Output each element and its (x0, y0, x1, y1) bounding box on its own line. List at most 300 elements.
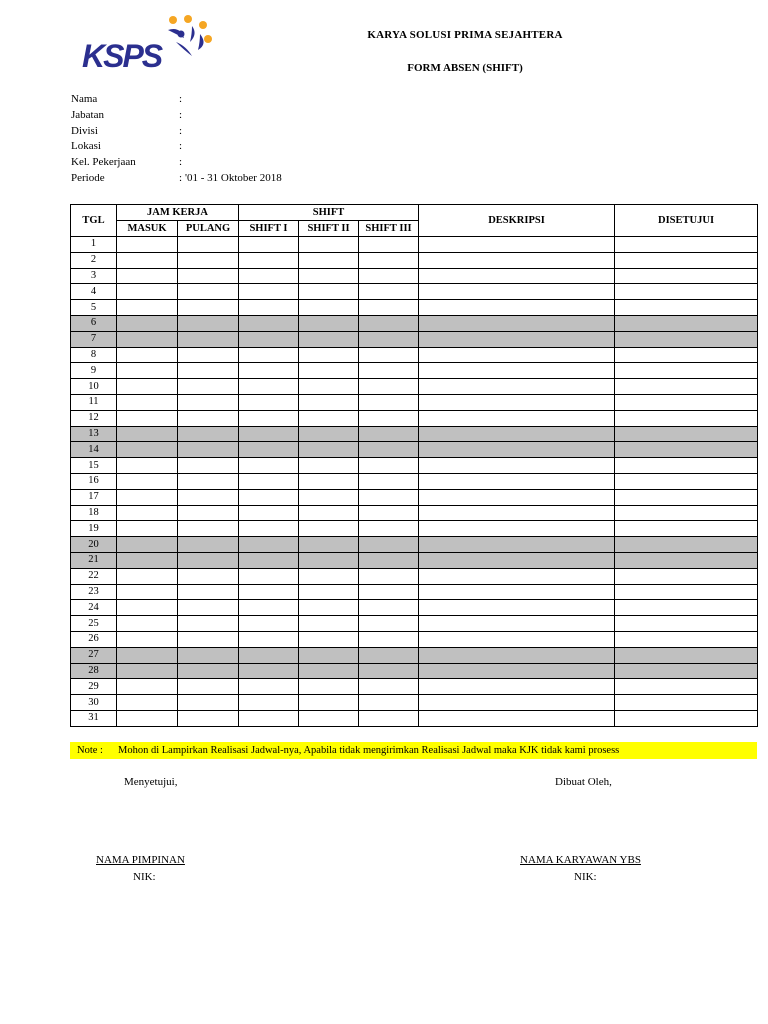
deskripsi-cell[interactable] (419, 505, 615, 521)
shift-1-cell[interactable] (239, 647, 299, 663)
shift-3-cell[interactable] (359, 584, 419, 600)
day-cell: 26 (71, 631, 117, 647)
masuk-cell[interactable] (117, 300, 178, 316)
shift-2-cell[interactable] (299, 679, 359, 695)
table-row (71, 647, 758, 663)
day-cell: 10 (71, 379, 117, 395)
deskripsi-cell[interactable] (419, 631, 615, 647)
day-cell: 1 (71, 237, 117, 253)
table-row (71, 426, 758, 442)
logo-text: KSPS (82, 38, 162, 72)
shift-3-cell[interactable] (359, 363, 419, 379)
shift-3-cell[interactable] (359, 616, 419, 632)
shift-2-cell[interactable] (299, 252, 359, 268)
pulang-cell[interactable] (178, 473, 239, 489)
table-row (71, 600, 758, 616)
masuk-cell[interactable] (117, 410, 178, 426)
deskripsi-cell[interactable] (419, 315, 615, 331)
table-row (71, 568, 758, 584)
table-row (71, 663, 758, 679)
shift-1-cell[interactable] (239, 379, 299, 395)
approver-nik: NIK: (133, 871, 156, 883)
disetujui-cell[interactable] (615, 505, 758, 521)
pulang-cell[interactable] (178, 521, 239, 537)
masuk-cell[interactable] (117, 584, 178, 600)
shift-3-cell[interactable] (359, 442, 419, 458)
pulang-cell[interactable] (178, 695, 239, 711)
deskripsi-cell[interactable] (419, 521, 615, 537)
disetujui-cell[interactable] (615, 347, 758, 363)
table-row (71, 473, 758, 489)
shift-1-cell[interactable] (239, 537, 299, 553)
shift-2-cell[interactable] (299, 347, 359, 363)
deskripsi-cell[interactable] (419, 489, 615, 505)
shift-1-cell[interactable] (239, 568, 299, 584)
table-row (71, 537, 758, 553)
deskripsi-cell[interactable] (419, 568, 615, 584)
header-shift-2: SHIFT II (299, 221, 359, 237)
day-cell: 21 (71, 552, 117, 568)
day-cell: 20 (71, 537, 117, 553)
approver-heading: Menyetujui, (124, 776, 178, 788)
shift-1-cell[interactable] (239, 394, 299, 410)
shift-2-cell[interactable] (299, 237, 359, 253)
table-row (71, 505, 758, 521)
masuk-cell[interactable] (117, 505, 178, 521)
shift-3-cell[interactable] (359, 379, 419, 395)
day-cell: 11 (71, 394, 117, 410)
disetujui-cell[interactable] (615, 379, 758, 395)
day-cell: 19 (71, 521, 117, 537)
shift-1-cell[interactable] (239, 489, 299, 505)
shift-2-cell[interactable] (299, 300, 359, 316)
table-row (71, 584, 758, 600)
masuk-cell[interactable] (117, 521, 178, 537)
masuk-cell[interactable] (117, 568, 178, 584)
shift-2-cell[interactable] (299, 489, 359, 505)
deskripsi-cell[interactable] (419, 552, 615, 568)
pulang-cell[interactable] (178, 252, 239, 268)
shift-2-cell[interactable] (299, 505, 359, 521)
day-cell: 23 (71, 584, 117, 600)
day-cell: 28 (71, 663, 117, 679)
shift-2-cell[interactable] (299, 631, 359, 647)
shift-3-cell[interactable] (359, 505, 419, 521)
shift-3-cell[interactable] (359, 568, 419, 584)
header-deskripsi: DESKRIPSI (419, 205, 615, 237)
pulang-cell[interactable] (178, 331, 239, 347)
deskripsi-cell[interactable] (419, 695, 615, 711)
pulang-cell[interactable] (178, 268, 239, 284)
table-row (71, 363, 758, 379)
pulang-cell[interactable] (178, 300, 239, 316)
day-cell: 5 (71, 300, 117, 316)
ksps-logo-mark (80, 12, 215, 72)
shift-1-cell[interactable] (239, 237, 299, 253)
masuk-cell[interactable] (117, 379, 178, 395)
disetujui-cell[interactable] (615, 300, 758, 316)
deskripsi-cell[interactable] (419, 237, 615, 253)
masuk-cell[interactable] (117, 315, 178, 331)
shift-2-cell[interactable] (299, 268, 359, 284)
shift-3-cell[interactable] (359, 663, 419, 679)
pulang-cell[interactable] (178, 442, 239, 458)
day-cell: 31 (71, 710, 117, 726)
day-cell: 27 (71, 647, 117, 663)
note-text: Mohon di Lampirkan Realisasi Jadwal-nya, Apabila tidak mengirimkan Realisasi Jadwal maka KJK tidak kami prosess (118, 745, 620, 756)
shift-1-cell[interactable] (239, 584, 299, 600)
day-cell: 16 (71, 473, 117, 489)
table-row (71, 252, 758, 268)
day-cell: 29 (71, 679, 117, 695)
pulang-cell[interactable] (178, 568, 239, 584)
disetujui-cell[interactable] (615, 521, 758, 537)
disetujui-cell[interactable] (615, 710, 758, 726)
shift-2-cell[interactable] (299, 363, 359, 379)
day-cell: 24 (71, 600, 117, 616)
shift-1-cell[interactable] (239, 473, 299, 489)
shift-3-cell[interactable] (359, 410, 419, 426)
masuk-cell[interactable] (117, 600, 178, 616)
shift-3-cell[interactable] (359, 600, 419, 616)
shift-3-cell[interactable] (359, 331, 419, 347)
pulang-cell[interactable] (178, 600, 239, 616)
pulang-cell[interactable] (178, 410, 239, 426)
table-row (71, 347, 758, 363)
header-tgl: TGL (71, 205, 117, 237)
disetujui-cell[interactable] (615, 631, 758, 647)
disetujui-cell[interactable] (615, 315, 758, 331)
masuk-cell[interactable] (117, 347, 178, 363)
table-row (71, 631, 758, 647)
pulang-cell[interactable] (178, 284, 239, 300)
shift-1-cell[interactable] (239, 363, 299, 379)
shift-2-cell[interactable] (299, 410, 359, 426)
deskripsi-cell[interactable] (419, 347, 615, 363)
shift-1-cell[interactable] (239, 695, 299, 711)
masuk-cell[interactable] (117, 489, 178, 505)
shift-3-cell[interactable] (359, 252, 419, 268)
masuk-cell[interactable] (117, 442, 178, 458)
note-label: Note : (77, 745, 103, 756)
pulang-cell[interactable] (178, 663, 239, 679)
shift-3-cell[interactable] (359, 473, 419, 489)
pulang-cell[interactable] (178, 631, 239, 647)
masuk-cell[interactable] (117, 252, 178, 268)
deskripsi-cell[interactable] (419, 442, 615, 458)
disetujui-cell[interactable] (615, 568, 758, 584)
disetujui-cell[interactable] (615, 679, 758, 695)
pulang-cell[interactable] (178, 394, 239, 410)
day-cell: 14 (71, 442, 117, 458)
shift-2-cell[interactable] (299, 394, 359, 410)
table-row (71, 458, 758, 474)
shift-3-cell[interactable] (359, 489, 419, 505)
deskripsi-cell[interactable] (419, 268, 615, 284)
info-label: Jabatan (71, 108, 104, 121)
disetujui-cell[interactable] (615, 410, 758, 426)
table-row (71, 552, 758, 568)
shift-1-cell[interactable] (239, 616, 299, 632)
disetujui-cell[interactable] (615, 394, 758, 410)
approver-name: NAMA PIMPINAN (96, 854, 185, 866)
shift-1-cell[interactable] (239, 458, 299, 474)
form-title: FORM ABSEN (SHIFT) (407, 62, 523, 74)
pulang-cell[interactable] (178, 552, 239, 568)
disetujui-cell[interactable] (615, 695, 758, 711)
shift-1-cell[interactable] (239, 521, 299, 537)
shift-1-cell[interactable] (239, 268, 299, 284)
disetujui-cell[interactable] (615, 647, 758, 663)
table-row (71, 521, 758, 537)
pulang-cell[interactable] (178, 679, 239, 695)
disetujui-cell[interactable] (615, 458, 758, 474)
pulang-cell[interactable] (178, 537, 239, 553)
day-cell: 12 (71, 410, 117, 426)
header-pulang: PULANG (178, 221, 239, 237)
shift-2-cell[interactable] (299, 331, 359, 347)
masuk-cell[interactable] (117, 631, 178, 647)
disetujui-cell[interactable] (615, 331, 758, 347)
deskripsi-cell[interactable] (419, 458, 615, 474)
info-separator: : (179, 93, 183, 105)
deskripsi-cell[interactable] (419, 252, 615, 268)
deskripsi-cell[interactable] (419, 537, 615, 553)
info-separator: : (179, 156, 183, 169)
info-label: Periode (71, 171, 105, 184)
disetujui-cell[interactable] (615, 442, 758, 458)
shift-1-cell[interactable] (239, 347, 299, 363)
deskripsi-cell[interactable] (419, 394, 615, 410)
deskripsi-cell[interactable] (419, 679, 615, 695)
shift-1-cell[interactable] (239, 410, 299, 426)
shift-3-cell[interactable] (359, 710, 419, 726)
header-shift-3: SHIFT III (359, 221, 419, 237)
masuk-cell[interactable] (117, 331, 178, 347)
shift-2-cell[interactable] (299, 379, 359, 395)
pulang-cell[interactable] (178, 426, 239, 442)
disetujui-cell[interactable] (615, 252, 758, 268)
disetujui-cell[interactable] (615, 426, 758, 442)
day-cell: 6 (71, 315, 117, 331)
info-separator: : (179, 108, 183, 121)
shift-1-cell[interactable] (239, 552, 299, 568)
info-separator: : (179, 124, 183, 137)
shift-2-cell[interactable] (299, 695, 359, 711)
table-row (71, 284, 758, 300)
masuk-cell[interactable] (117, 473, 178, 489)
table-row (71, 710, 758, 726)
shift-2-cell[interactable] (299, 521, 359, 537)
pulang-cell[interactable] (178, 505, 239, 521)
shift-2-cell[interactable] (299, 315, 359, 331)
table-row (71, 442, 758, 458)
day-cell: 22 (71, 568, 117, 584)
day-cell: 9 (71, 363, 117, 379)
creator-nik: NIK: (574, 871, 597, 883)
header-shift-1: SHIFT I (239, 221, 299, 237)
disetujui-cell[interactable] (615, 600, 758, 616)
shift-1-cell[interactable] (239, 600, 299, 616)
disetujui-cell[interactable] (615, 473, 758, 489)
deskripsi-cell[interactable] (419, 710, 615, 726)
disetujui-cell[interactable] (615, 552, 758, 568)
shift-3-cell[interactable] (359, 458, 419, 474)
shift-3-cell[interactable] (359, 237, 419, 253)
info-label: Divisi (71, 124, 98, 137)
disetujui-cell[interactable] (615, 363, 758, 379)
masuk-cell[interactable] (117, 710, 178, 726)
shift-2-cell[interactable] (299, 552, 359, 568)
shift-1-cell[interactable] (239, 679, 299, 695)
day-cell: 15 (71, 458, 117, 474)
disetujui-cell[interactable] (615, 237, 758, 253)
table-row (71, 394, 758, 410)
table-row (71, 489, 758, 505)
masuk-cell[interactable] (117, 647, 178, 663)
deskripsi-cell[interactable] (419, 363, 615, 379)
shift-3-cell[interactable] (359, 695, 419, 711)
pulang-cell[interactable] (178, 584, 239, 600)
info-value: '01 - 31 Oktober 2018 (185, 171, 282, 184)
attendance-table (70, 204, 758, 727)
shift-3-cell[interactable] (359, 426, 419, 442)
masuk-cell[interactable] (117, 284, 178, 300)
shift-2-cell[interactable] (299, 584, 359, 600)
deskripsi-cell[interactable] (419, 663, 615, 679)
pulang-cell[interactable] (178, 363, 239, 379)
day-cell: 8 (71, 347, 117, 363)
deskripsi-cell[interactable] (419, 284, 615, 300)
shift-2-cell[interactable] (299, 600, 359, 616)
disetujui-cell[interactable] (615, 616, 758, 632)
masuk-cell[interactable] (117, 363, 178, 379)
shift-1-cell[interactable] (239, 315, 299, 331)
shift-1-cell[interactable] (239, 300, 299, 316)
deskripsi-cell[interactable] (419, 473, 615, 489)
shift-1-cell[interactable] (239, 631, 299, 647)
day-cell: 3 (71, 268, 117, 284)
pulang-cell[interactable] (178, 237, 239, 253)
masuk-cell[interactable] (117, 458, 178, 474)
info-separator: : (179, 171, 183, 184)
masuk-cell[interactable] (117, 695, 178, 711)
masuk-cell[interactable] (117, 552, 178, 568)
shift-2-cell[interactable] (299, 442, 359, 458)
deskripsi-cell[interactable] (419, 647, 615, 663)
disetujui-cell[interactable] (615, 663, 758, 679)
table-row (71, 695, 758, 711)
deskripsi-cell[interactable] (419, 584, 615, 600)
pulang-cell[interactable] (178, 710, 239, 726)
shift-2-cell[interactable] (299, 647, 359, 663)
masuk-cell[interactable] (117, 663, 178, 679)
shift-3-cell[interactable] (359, 394, 419, 410)
shift-2-cell[interactable] (299, 663, 359, 679)
deskripsi-cell[interactable] (419, 600, 615, 616)
info-label: Kel. Pekerjaan (71, 156, 136, 169)
day-cell: 17 (71, 489, 117, 505)
table-row (71, 300, 758, 316)
shift-2-cell[interactable] (299, 458, 359, 474)
shift-3-cell[interactable] (359, 537, 419, 553)
shift-1-cell[interactable] (239, 426, 299, 442)
disetujui-cell[interactable] (615, 489, 758, 505)
shift-1-cell[interactable] (239, 663, 299, 679)
info-label: Lokasi (71, 140, 101, 153)
disetujui-cell[interactable] (615, 537, 758, 553)
disetujui-cell[interactable] (615, 584, 758, 600)
day-cell: 30 (71, 695, 117, 711)
shift-2-cell[interactable] (299, 710, 359, 726)
shift-3-cell[interactable] (359, 647, 419, 663)
masuk-cell[interactable] (117, 268, 178, 284)
shift-3-cell[interactable] (359, 631, 419, 647)
shift-2-cell[interactable] (299, 284, 359, 300)
info-separator: : (179, 140, 183, 153)
table-row (71, 268, 758, 284)
deskripsi-cell[interactable] (419, 426, 615, 442)
deskripsi-cell[interactable] (419, 379, 615, 395)
masuk-cell[interactable] (117, 426, 178, 442)
shift-1-cell[interactable] (239, 710, 299, 726)
table-row (71, 410, 758, 426)
shift-3-cell[interactable] (359, 521, 419, 537)
deskripsi-cell[interactable] (419, 616, 615, 632)
deskripsi-cell[interactable] (419, 331, 615, 347)
shift-3-cell[interactable] (359, 679, 419, 695)
shift-1-cell[interactable] (239, 284, 299, 300)
pulang-cell[interactable] (178, 616, 239, 632)
pulang-cell[interactable] (178, 315, 239, 331)
masuk-cell[interactable] (117, 394, 178, 410)
disetujui-cell[interactable] (615, 268, 758, 284)
table-row (71, 331, 758, 347)
shift-3-cell[interactable] (359, 347, 419, 363)
shift-1-cell[interactable] (239, 252, 299, 268)
pulang-cell[interactable] (178, 458, 239, 474)
masuk-cell[interactable] (117, 679, 178, 695)
header-disetujui: DISETUJUI (615, 205, 758, 237)
shift-2-cell[interactable] (299, 426, 359, 442)
pulang-cell[interactable] (178, 647, 239, 663)
shift-3-cell[interactable] (359, 552, 419, 568)
deskripsi-cell[interactable] (419, 300, 615, 316)
shift-1-cell[interactable] (239, 331, 299, 347)
shift-2-cell[interactable] (299, 473, 359, 489)
pulang-cell[interactable] (178, 489, 239, 505)
deskripsi-cell[interactable] (419, 410, 615, 426)
shift-1-cell[interactable] (239, 505, 299, 521)
pulang-cell[interactable] (178, 347, 239, 363)
table-row (71, 315, 758, 331)
shift-2-cell[interactable] (299, 568, 359, 584)
pulang-cell[interactable] (178, 379, 239, 395)
shift-3-cell[interactable] (359, 284, 419, 300)
shift-2-cell[interactable] (299, 537, 359, 553)
day-cell: 2 (71, 252, 117, 268)
shift-1-cell[interactable] (239, 442, 299, 458)
shift-3-cell[interactable] (359, 300, 419, 316)
masuk-cell[interactable] (117, 237, 178, 253)
shift-3-cell[interactable] (359, 268, 419, 284)
disetujui-cell[interactable] (615, 284, 758, 300)
shift-2-cell[interactable] (299, 616, 359, 632)
masuk-cell[interactable] (117, 616, 178, 632)
shift-3-cell[interactable] (359, 315, 419, 331)
creator-heading: Dibuat Oleh, (555, 776, 612, 788)
masuk-cell[interactable] (117, 537, 178, 553)
